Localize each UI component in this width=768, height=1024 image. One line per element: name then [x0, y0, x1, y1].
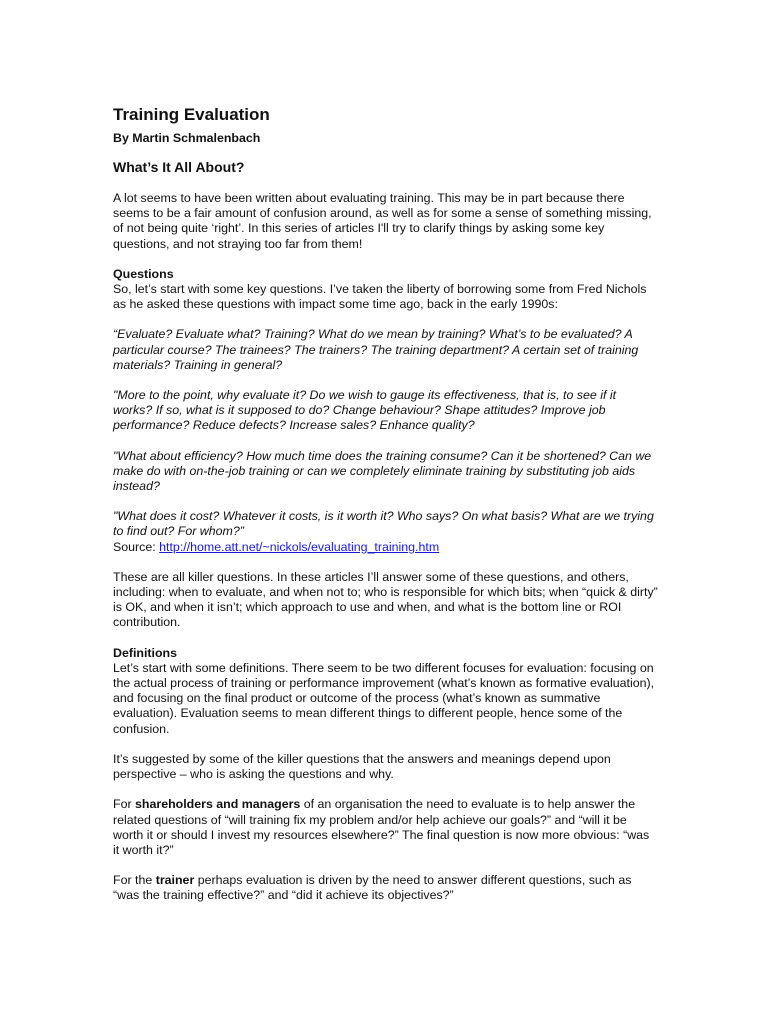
shareholders-bold: shareholders and managers	[135, 797, 301, 812]
killer-questions-paragraph: These are all killer questions. In these articles I’ll answer some of these questions, and others, including: when to evaluate, and when not to; who is responsible for which bits; when “quick & dirty” is OK, and when it isn’t; which approach to use and when, and what is the bottom line or ROI contribution.	[113, 569, 658, 630]
shareholders-prefix: For	[113, 797, 136, 812]
document-page	[113, 104, 658, 904]
section-heading: What’s It All About?	[113, 159, 245, 175]
quote-paragraph: "What about efficiency? How much time does the training consume? Can it be shortened? Can we make do with on-the-job training or can we completely eliminate training by substituting job aids instead?	[113, 448, 652, 494]
document-title: Training Evaluation	[113, 105, 270, 124]
trainer-rest: perhaps evaluation is driven by the need to answer different questions, such as “was the training effective?” and “did it achieve its objectives?”	[113, 873, 632, 903]
quote-paragraph: "More to the point, why evaluate it? Do we wish to gauge its effectiveness, that is, to see if it works? If so, what is it supposed to do? Change behaviour? Shape attitudes? Improve job performance? Reduce defects? Increase sales? Enhance quality?	[113, 388, 617, 433]
questions-paragraph: So, let’s start with some key questions. I’ve taken the liberty of borrowing some from Fred Nichols as he asked these questions with impact some time ago, back in the early 1990s:	[113, 282, 647, 312]
quote-paragraph: “Evaluate? Evaluate what? Training? What do we mean by training? What’s to be evaluated? A particular course? The trainees? The trainers? The training department? A certain set of training materials? Training in general?	[113, 327, 639, 372]
quote-paragraph: "What does it cost? Whatever it costs, is it worth it? Who says? On what basis? What are we trying to find out? For whom?”	[113, 509, 654, 539]
shareholders-paragraph	[113, 797, 658, 858]
quote-block-last	[113, 509, 658, 555]
intro-paragraph: A lot seems to have been written about evaluating training. This may be in part because there seems to be a fair amount of confusion around, as well as for some a sense of something missing, of not being quite ‘right’. In this series of articles I'll try to clarify things by asking some key questions, and not straying too far from them!	[113, 191, 652, 251]
source-link[interactable]: http://home.att.net/~nickols/evaluating_training.htm	[159, 539, 440, 554]
definitions-paragraph: Let’s start with some definitions. There seem to be two different focuses for evaluation: focusing on the actual process of training or performance improvement (what’s known as formative evaluation), and focusing on the final product or outcome of the process (what’s known as summative evaluation). Evaluation seems to mean different things to different people, hence some of the confusion.	[113, 660, 655, 736]
shareholders-rest: of an organisation the need to evaluate is to help answer the related questions of “will training fix my problem and/or help achieve our goals?” and “will it be worth it or should I invest my resources elsewhere?” The final question is now more obvious: “was it worth it?”	[113, 797, 650, 857]
trainer-bold: trainer	[155, 873, 195, 888]
questions-section	[113, 267, 658, 313]
trainer-paragraph	[113, 873, 658, 903]
definitions-heading: Definitions	[113, 645, 178, 660]
definitions-section	[113, 646, 658, 737]
trainer-prefix: For the	[113, 873, 156, 888]
source-label: Source:	[113, 539, 160, 554]
source-line	[113, 540, 658, 555]
perspective-paragraph: It’s suggested by some of the killer questions that the answers and meanings depend upon perspective – who is asking the questions and why.	[113, 751, 611, 782]
author-byline: By Martin Schmalenbach	[113, 131, 261, 145]
questions-heading: Questions	[113, 266, 174, 281]
